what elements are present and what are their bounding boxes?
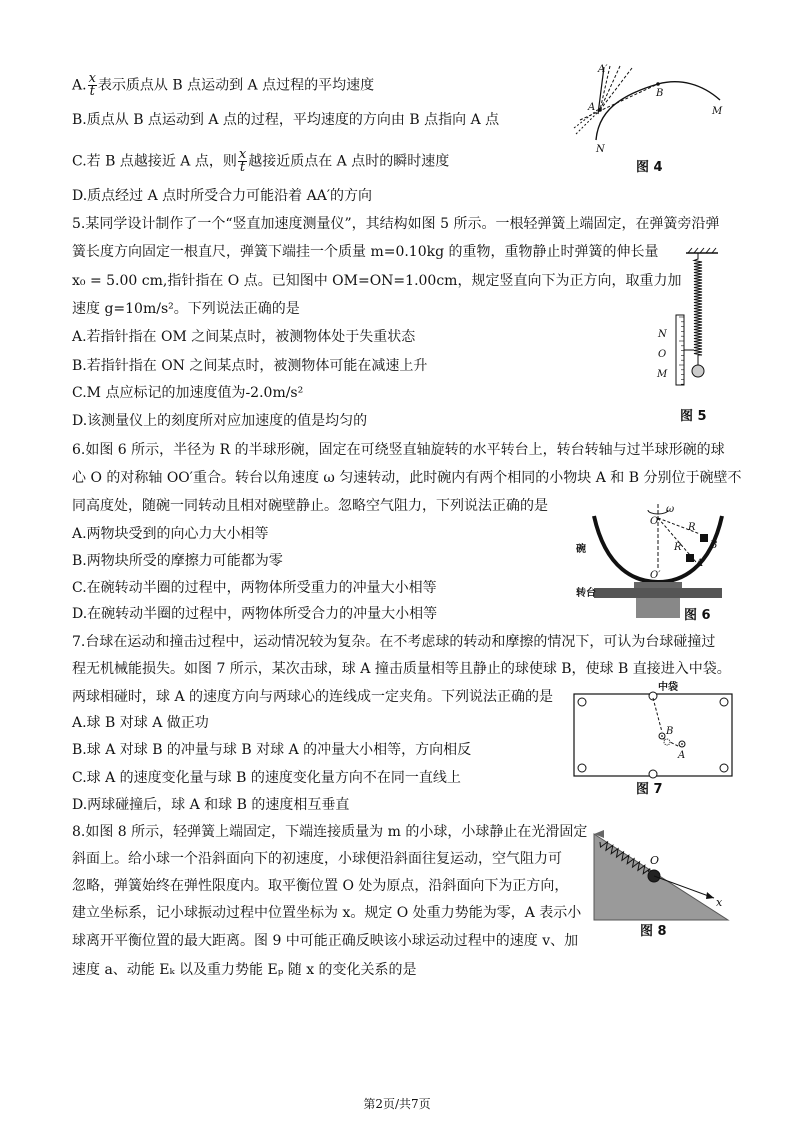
text-run: 建立坐标系，记小球振动过程中位置坐标为 x。规定 O 处重力势能为零，A 表示小: [72, 905, 582, 921]
text-run: C.在碗转动半圈的过程中，两物体所受重力的冲量大小相等: [72, 580, 437, 596]
turntable: [594, 588, 722, 598]
option-7b: [72, 741, 471, 759]
block-a: [686, 554, 694, 562]
label-m: M: [712, 106, 723, 117]
text-run: D.在碗转动半圈的过程中，两物体所受合力的冲量大小相等: [72, 606, 438, 622]
text-run: 越接近质点在 A 点时的瞬时速度: [248, 153, 450, 170]
text-run: A.两物块受到的向心力大小相等: [72, 526, 269, 542]
figure-8-caption: 图 8: [640, 924, 667, 939]
question-5-stem-line3: [72, 272, 681, 290]
label-o: O: [650, 854, 660, 867]
question-8-stem-line3: [72, 877, 568, 895]
label-o-prime: O′: [650, 570, 661, 581]
figure-5: [648, 245, 726, 405]
question-5-stem-line4: [72, 300, 300, 318]
text-run: 簧长度方向固定一根直尺，弹簧下端挂一个质量 m=0.10kg 的重物，重物静止时弹簧的伸长量: [72, 244, 659, 260]
option-5a: [72, 328, 415, 346]
figure-6: [576, 500, 736, 620]
text-run: B.质点从 B 点运动到 A 点的过程，平均速度的方向由 B 点指向 A 点: [72, 112, 500, 128]
fraction: $\frac{x}{t}$: [88, 71, 96, 99]
label-b: B: [710, 540, 718, 551]
label-o: O: [658, 349, 667, 360]
text-run: A.球 B 对球 A 做正功: [72, 715, 209, 731]
pocket-bottom-right: [720, 764, 728, 772]
question-6-stem-line3: [72, 497, 548, 515]
figure-7-caption: 图 7: [636, 782, 663, 797]
question-8-stem-line4: [72, 904, 581, 922]
text-run: C.若 B 点越接近 A 点，则: [72, 153, 237, 170]
option-6c: [72, 579, 437, 597]
bowl-base: [634, 582, 682, 588]
label-b: B: [666, 726, 674, 737]
billiard-table: [574, 694, 732, 776]
spring: [694, 253, 702, 355]
label-m: M: [657, 369, 668, 380]
text-run: C.球 A 的速度变化量与球 B 的速度变化量方向不在同一直线上: [72, 770, 461, 786]
text-run: 速度 a、动能 Eₖ 以及重力势能 Eₚ 随 x 的变化关系的是: [72, 962, 417, 978]
text-run: B.球 A 对球 B 的冲量与球 B 对球 A 的冲量大小相等，方向相反: [72, 742, 472, 758]
figure-4-caption: 图 4: [636, 160, 663, 175]
figure-7: [568, 680, 738, 780]
option-5d: [72, 412, 367, 430]
text-run: B.若指针指在 ON 之间某点时，被测物体可能在减速上升: [72, 358, 428, 374]
question-6-stem-line2: [72, 469, 741, 487]
option-4b: [72, 111, 499, 129]
text-run: 同高度处，随碗一同转动且相对碗壁静止。忽略空气阻力，下列说法正确的是: [72, 498, 548, 514]
block-b: [700, 534, 708, 542]
label-omega: ω: [666, 504, 675, 515]
question-5-stem-line2: [72, 243, 659, 261]
text-run: 5.某同学设计制作了一个“竖直加速度测量仪”，其结构如图 5 所示。一根轻弹簧上端固定，在弹簧旁沿弹: [72, 216, 720, 232]
text-run: C.M 点应标记的加速度值为-2.0m/s²: [72, 385, 304, 401]
label-r1: R: [688, 522, 696, 533]
fraction: $\frac{x}{t}$: [238, 147, 247, 175]
label-a: A: [678, 750, 686, 761]
pocket-top-right: [720, 698, 728, 706]
label-turntable: 转台: [576, 588, 596, 599]
question-5-stem-line1: [72, 215, 719, 233]
text-run: 程无机械能损失。如图 7 所示，某次击球，球 A 撞击质量相等且静止的球使球 B，使球 B 直接进入中袋。: [72, 661, 731, 677]
option-6d: [72, 605, 437, 623]
weight: [692, 365, 704, 377]
label-n: N: [658, 329, 667, 340]
text-run: 斜面上。给小球一个沿斜面向下的初速度，小球便沿斜面往复运动，空气阻力可: [72, 851, 562, 867]
label-x: x: [716, 896, 723, 909]
figure-8: [588, 828, 738, 928]
label-pocket: 中袋: [658, 682, 678, 693]
pocket-bottom-left: [578, 764, 586, 772]
text-run: A.若指针指在 OM 之间某点时，被测物体处于失重状态: [72, 329, 416, 345]
text-run: D.该测量仪上的刻度所对应加速度的值是均匀的: [72, 413, 368, 429]
text-run: B.两物块所受的摩擦力可能都为零: [72, 553, 283, 569]
page-footer: 第2页/共7页: [363, 1097, 431, 1111]
label-a: A: [588, 102, 596, 113]
figure-6-caption: 图 6: [684, 608, 711, 623]
question-7-stem-line3: [72, 688, 553, 706]
text-run: 忽略，弹簧始终在弹性限度内。取平衡位置 O 处为原点，沿斜面向下为正方向，: [72, 878, 569, 894]
option-4c: [72, 149, 449, 174]
text-run: 速度 g=10m/s²。下列说法正确的是: [72, 301, 300, 317]
question-8-stem-line5: [72, 932, 578, 950]
text-run: 8.如图 8 所示，轻弹簧上端固定，下端连接质量为 m 的小球，小球静止在光滑固定: [72, 824, 588, 840]
text-run: 两球相碰时，球 A 的速度方向与两球心的连线成一定夹角。下列说法正确的是: [72, 689, 554, 705]
text-run: 6.如图 6 所示，半径为 R 的半球形碗，固定在可绕竖直轴旋转的水平转台上，转台转轴与过半球形碗的球: [72, 442, 725, 458]
figure-5-caption: 图 5: [680, 409, 707, 424]
text-run: x₀ = 5.00 cm,指针指在 O 点。已知图中 OM=ON=1.00cm，规定竖直向下为正方向，取重力加: [72, 273, 682, 289]
option-4a: [72, 73, 374, 98]
text-run: 7.台球在运动和撞击过程中，运动情况较为复杂。在不考虑球的转动和摩擦的情况下，可认为台球碰撞过: [72, 634, 716, 650]
label-a-prime: A′: [598, 64, 608, 75]
option-5b: [72, 357, 427, 375]
label-b: B: [656, 88, 664, 99]
option-7c: [72, 769, 461, 787]
text-run: D.质点经过 A 点时所受合力可能沿着 AA′的方向: [72, 188, 373, 204]
label-n: N: [596, 144, 605, 155]
pocket-top-left: [578, 698, 586, 706]
question-7-stem-line1: [72, 633, 715, 651]
question-6-stem-line1: [72, 441, 725, 459]
option-6b: [72, 552, 283, 570]
option-7a: [72, 714, 209, 732]
text-run: D.两球碰撞后，球 A 和球 B 的速度相互垂直: [72, 797, 350, 813]
question-8-stem-line2: [72, 850, 562, 868]
text-run: 心 O 的对称轴 OO′重合。转台以角速度 ω 匀速转动，此时碗内有两个相同的小物块 A 和 B 分别位于碗壁不: [72, 470, 742, 486]
question-8-stem-line6: [72, 961, 417, 979]
label-a: A: [696, 558, 704, 569]
pocket-middle-bottom: [649, 770, 657, 778]
label-r2: R: [674, 542, 682, 553]
text-run: 球离开平衡位置的最大距离。图 9 中可能正确反映该小球运动过程中的速度 v、加: [72, 933, 579, 949]
label-bowl: 碗: [576, 544, 586, 555]
text-run: 表示质点从 B 点运动到 A 点过程的平均速度: [97, 77, 375, 94]
option-5c: [72, 384, 303, 402]
option-6a: [72, 525, 269, 543]
option-4d: [72, 187, 372, 205]
incline: [594, 834, 728, 920]
label-o: O: [650, 516, 659, 527]
turntable-stand: [636, 598, 680, 618]
option-7d: [72, 796, 349, 814]
question-8-stem-line1: [72, 823, 587, 841]
question-7-stem-line2: [72, 660, 731, 678]
text-run: A.: [72, 77, 87, 94]
